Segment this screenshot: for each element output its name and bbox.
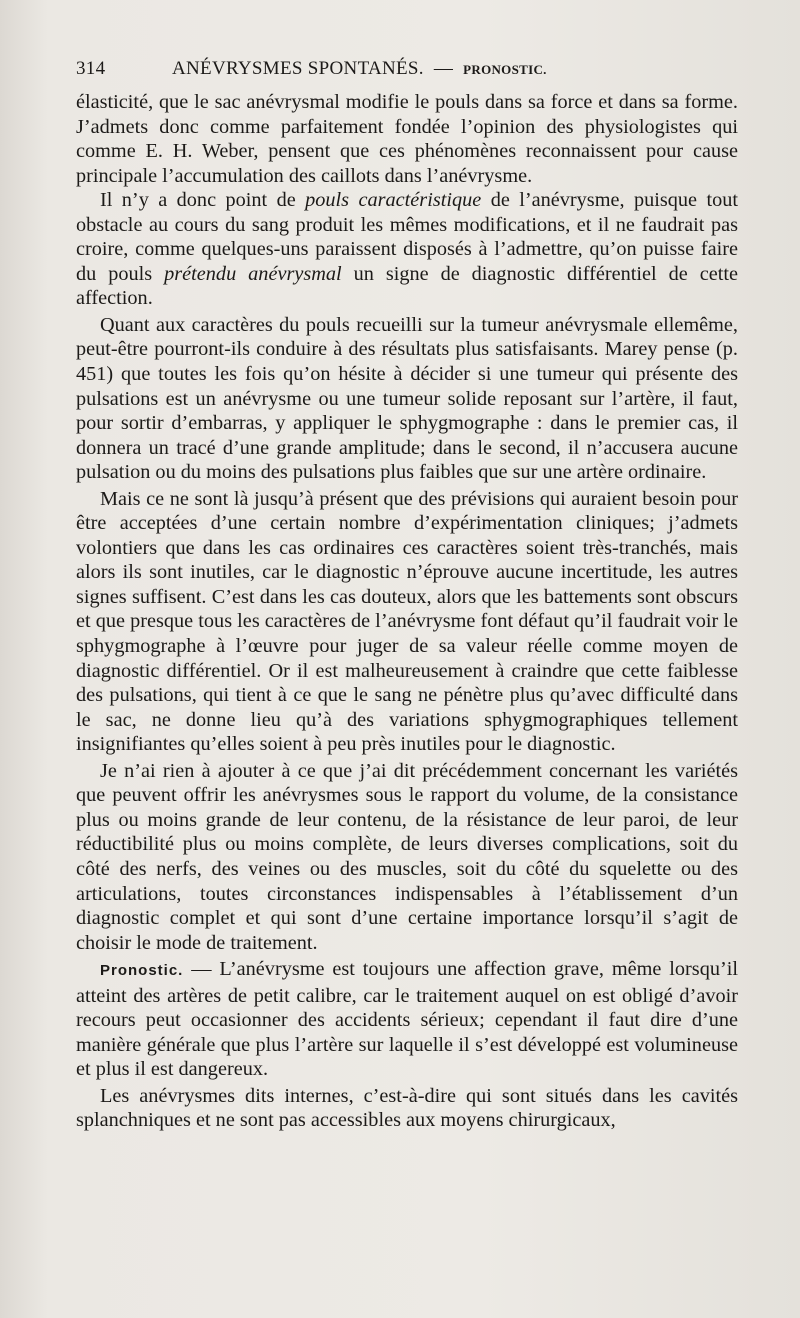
running-header	[76, 58, 738, 80]
running-section: PRONOSTIC.	[463, 62, 547, 77]
paragraph-3: Quant aux caractères du pouls recueilli sur la tumeur anévrysmale ellemême, peut-être pourront-ils conduire à des résultats plus satisfaisants. Marey pense (p. 451) que toutes les fois qu’on hésite à décider si une tumeur qui présente des pulsations est un anévrysme ou une tumeur solide reposant sur l’artère, il faut, pour sortir d’embarras, y appliquer le sphygmographe : dans le premier cas, il donnera un tracé d’une grande amplitude; dans le second, il n’accusera aucune pulsation ou du moins des pulsations plus faibles que sur une artère ordinaire.	[76, 313, 738, 484]
paragraph-6-text: — L’anévrysme est toujours une affection grave, même lorsqu’il atteint des artères de petit calibre, car le traitement auquel on est obligé d’avoir recours peut occasionner des accidents sérieux; cependant il faut dire d’une manière générale que plus l’artère sur laquelle il s’est développé est volumineuse et plus il est dangereux.	[76, 958, 738, 1081]
paragraph-2-text-a: Il n’y a donc point de	[100, 189, 306, 212]
paragraph-1: élasticité, que le sac anévrysmal modifie le pouls dans sa force et dans sa forme. J’admets donc comme parfaitement fondée l’opinion des physiologistes qui comme E. H. Weber, pensent que ces phénomènes reconnaissent pour cause principale l’accumulation des caillots dans l’anévrysme.	[76, 91, 738, 187]
paragraph-2-text-e: un signe de diagnostic différentiel de cette affection.	[76, 262, 738, 310]
section-heading-pronostic: Pronostic.	[100, 962, 184, 980]
running-title: ANÉVRYSMES SPONTANÉS.	[172, 58, 424, 79]
paragraph-2	[76, 188, 738, 311]
header-dash: —	[433, 58, 454, 79]
paragraph-2-italic-pretendu: prétendu anévrysmal	[164, 262, 342, 285]
paragraph-2-text-c: de l’anévrysme, puisque tout obstacle au cours du sang produit les mêmes modifications, et il ne faudrait pas croire, comme quelques-uns paraissent disposés à l’admettre, qu’on puisse faire du pouls	[76, 189, 739, 285]
paragraph-5: Je n’ai rien à ajouter à ce que j’ai dit précédemment concernant les variétés que peuvent offrir les anévrysmes sous le rapport du volume, de la consistance plus ou moins grande de leur contenu, de la résistance de leur paroi, de leur réductibilité plus ou moins complète, de leurs diverses complications, soit du côté des nerfs, des veines ou des muscles, soit du côté du squelette ou des articulations, toutes circonstances indispensables à l’établissement d’un diagnostic complet et qui sont d’une certaine importance lorsqu’il s’agit de choisir le mode de traitement.	[76, 759, 738, 954]
paragraph-6	[76, 957, 738, 1082]
paragraph-7: Les anévrysmes dits internes, c’est-à-dire qui sont situés dans les cavités splanchniques et ne sont pas accessibles aux moyens chirurgicaux,	[76, 1084, 738, 1132]
paragraph-4: Mais ce ne sont là jusqu’à présent que des prévisions qui auraient besoin pour être acceptées d’une certain nombre d’expérimentation cliniques; j’admets volontiers que dans les cas ordinaires ces caractères soient très-tranchés, mais alors ils sont inutiles, car le diagnostic n’éprouve aucune incertitude, les autres signes suffisent. C’est dans les cas douteux, alors que les battements sont obscurs et que presque tous les caractères de l’anévrysme font défaut qu’il faudrait voir le sphygmographe à l’œuvre pour juger de sa valeur réelle comme moyen de diagnostic différentiel. Or il est malheureusement à craindre que cette faiblesse des pulsations, qui tient à ce que le sang ne pénètre plus qu’avec difficulté dans le sac, ne donne lieu qu’à des variations sphygmographiques tellement insignifiantes qu’elles soient à peu près inutiles pour le diagnostic.	[76, 487, 738, 756]
paragraph-2-italic-pouls: pouls caractéristique	[305, 189, 482, 212]
page-number: 314	[76, 58, 106, 79]
